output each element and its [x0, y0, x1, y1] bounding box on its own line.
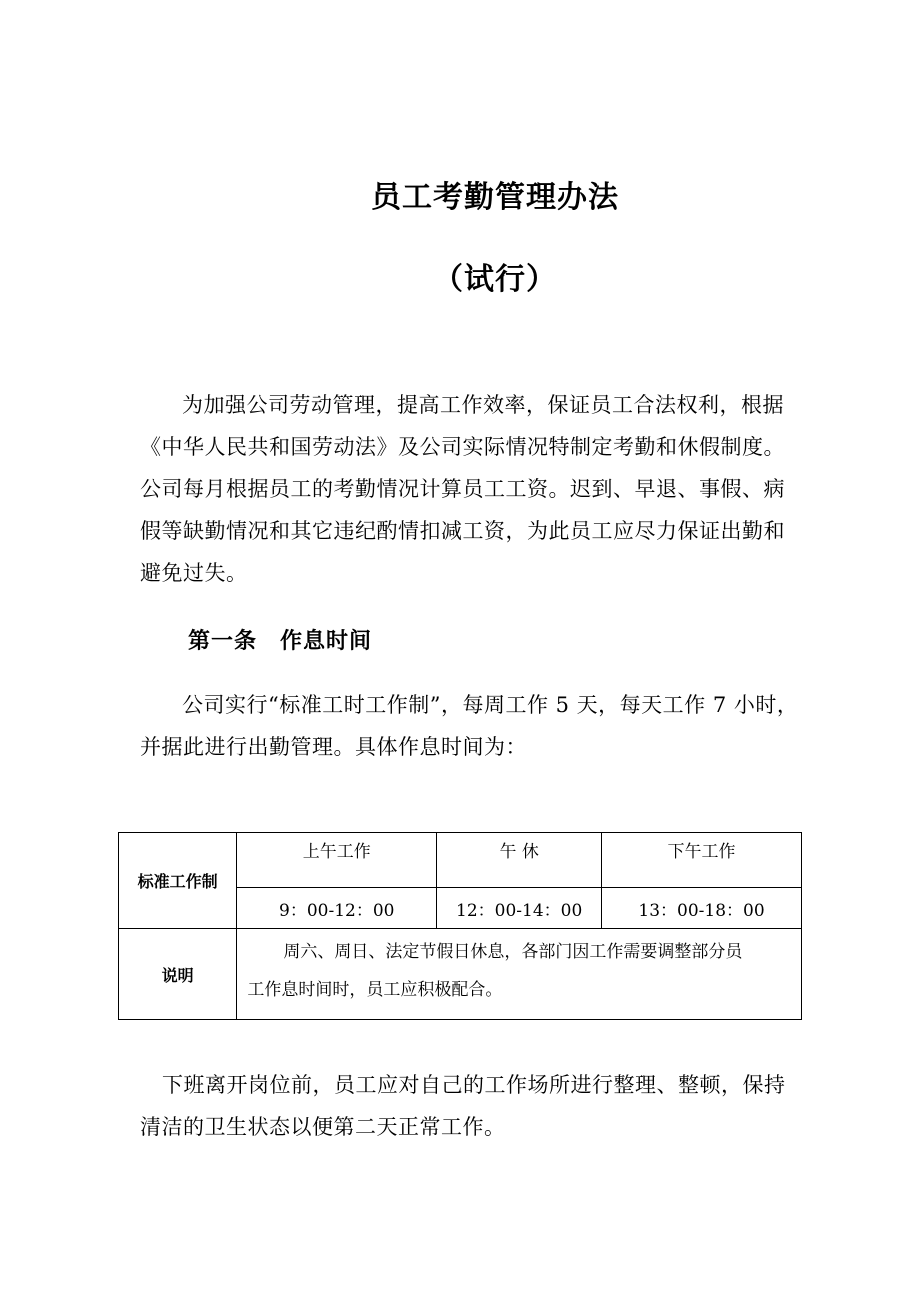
column-header: 上午工作 [237, 833, 437, 888]
row-label-note: 说明 [119, 929, 237, 1020]
time-cell: 13：00-18：00 [602, 888, 802, 929]
document-title: 员工考勤管理办法 [371, 180, 619, 215]
table-row [119, 929, 802, 1020]
intro-line: 为加强公司劳动管理，提高工作效率，保证员工合法权利，根据 [182, 393, 784, 417]
note-cell [237, 929, 802, 1020]
intro-paragraph [140, 384, 785, 594]
intro-line: 假等缺勤情况和其它违纪酌情扣减工资，为此员工应尽力保证出勤和 [140, 519, 785, 543]
intro-line: 公司每月根据员工的考勤情况计算员工工资。迟到、早退、事假、病 [140, 477, 785, 501]
closing-line: 下班离开岗位前，员工应对自己的工作场所进行整理、整顿，保持 [162, 1073, 786, 1097]
column-header: 下午工作 [602, 833, 802, 888]
document-subtitle: （试行） [433, 262, 557, 297]
row-label-standard: 标准工作制 [119, 833, 237, 929]
closing-paragraph [140, 1064, 786, 1148]
intro-line: 《中华人民共和国劳动法》及公司实际情况特制定考勤和休假制度。 [140, 435, 785, 459]
intro-line: 避免过失。 [140, 561, 248, 585]
article-heading: 第一条 作息时间 [188, 629, 373, 654]
time-cell: 9：00-12：00 [237, 888, 437, 929]
article-line: 公司实行“标准工时工作制”，每周工作 5 天，每天工作 7 小时， [182, 693, 799, 717]
note-line: 工作息时间时，员工应积极配合。 [247, 980, 503, 1000]
note-line: 周六、周日、法定节假日休息，各部门因工作需要调整部分员 [283, 942, 743, 962]
article-body [140, 684, 799, 768]
closing-line: 清洁的卫生状态以便第二天正常工作。 [140, 1115, 506, 1139]
time-cell: 12：00-14：00 [437, 888, 602, 929]
article-line: 并据此进行出勤管理。具体作息时间为： [140, 735, 527, 759]
table-row [119, 833, 802, 888]
schedule-table [118, 832, 802, 1020]
column-header: 午 休 [437, 833, 602, 888]
